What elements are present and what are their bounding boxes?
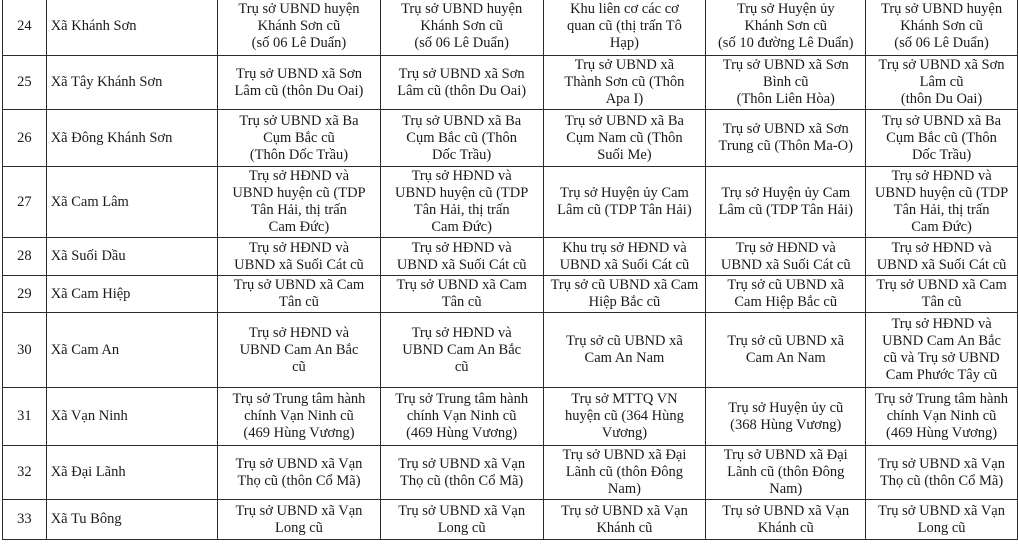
cell-text-line: UBND Cam An Bắc [402, 341, 522, 358]
cell-text-line: Nam) [769, 481, 803, 497]
cell-text-line: Trụ sở UBND huyện [880, 1, 1003, 17]
office-location-cell [218, 56, 381, 110]
cell-text-line: Trụ sở HĐND và [248, 239, 350, 256]
cell-text-line: Trụ sở Trung tâm hành [875, 391, 1008, 407]
cell-text-line: Suối Me) [597, 146, 652, 163]
cell-text-line: quan cũ (thị trấn Tô [566, 18, 682, 34]
cell-text-line: (Thôn Dốc Trầu) [249, 146, 349, 163]
cell-text-line: Thọ cũ (thôn Cổ Mã) [879, 472, 1004, 489]
cell-text-line: Cụm Bắc cũ (Thôn [406, 129, 518, 146]
office-location-cell [866, 276, 1018, 313]
cell-text-line: Cam An Nam [584, 350, 665, 366]
cell-text-line: Trụ sở UBND xã Vạn [560, 502, 688, 519]
cell-text-line: Trụ sở UBND xã Sơn [722, 57, 849, 73]
cell-text-line: Trụ sở UBND xã Sơn [722, 121, 849, 137]
office-location-cell [543, 388, 706, 446]
cell-text-line: Trụ sở Trung tâm hành [395, 391, 529, 407]
cell-text-line: chính Vạn Ninh cũ [244, 408, 354, 424]
cell-text-line: UBND huyện cũ (TDP [395, 185, 529, 201]
cell-text-line: Khu liên cơ các cơ [570, 1, 679, 17]
commune-name: Xã Tây Khánh Sơn [46, 56, 217, 110]
cell-text-line: Trụ sở MTTQ VN [571, 391, 678, 407]
cell-text-line: Bình cũ [762, 74, 809, 90]
office-location-cell [866, 56, 1018, 110]
cell-text-line: Cam Hiệp Bắc cũ [734, 294, 838, 310]
table-row [3, 276, 1018, 313]
cell-text-line: Long cũ [437, 519, 486, 536]
cell-text-line: Long cũ [917, 519, 966, 536]
cell-text-line: Long cũ [275, 519, 323, 536]
row-number: 28 [3, 238, 47, 276]
cell-text-line: Trụ sở UBND xã Ba [881, 112, 1002, 129]
cell-text-line: Cam Đức) [431, 219, 492, 235]
office-location-cell [866, 500, 1018, 540]
office-location-cell [543, 276, 706, 313]
cell-text-line: (số 06 Lê Duẩn) [414, 35, 509, 51]
commune-name: Xã Cam An [46, 313, 217, 388]
office-location-cell [543, 500, 706, 540]
cell-text-line: Trụ sở HĐND và [891, 316, 992, 332]
cell-text-line: Trụ sở HĐND và [891, 239, 992, 256]
office-location-cell [218, 388, 381, 446]
cell-text-line: huyện cũ (364 Hùng [565, 408, 684, 424]
cell-text-line: Trụ sở UBND xã Vạn [235, 502, 363, 519]
cell-text-line: Apa I) [605, 91, 644, 107]
cell-text-line: Trụ sở UBND xã Đại [562, 447, 687, 463]
cell-text-line: Cam An Nam [745, 350, 826, 366]
cell-text-line: Trụ sở UBND xã Vạn [878, 455, 1005, 472]
office-location-cell [866, 446, 1018, 500]
cell-text-line: Trụ sở Huyện ủy [736, 1, 835, 17]
cell-text-line: Trụ sở HĐND và [248, 168, 350, 184]
cell-text-line: (Thôn Liên Hòa) [736, 91, 835, 107]
office-location-cell [706, 388, 866, 446]
cell-text-line: Hạp) [609, 35, 639, 51]
cell-text-line: Khánh Sơn cũ [900, 18, 983, 34]
cell-text-line: chính Vạn Ninh cũ [406, 408, 517, 424]
cell-text-line: UBND Cam An Bắc [239, 341, 359, 358]
office-location-cell [543, 238, 706, 276]
office-location-cell [866, 313, 1018, 388]
cell-text-line: Trụ sở HĐND và [891, 168, 992, 184]
office-location-cell [218, 500, 381, 540]
office-location-cell [706, 0, 866, 56]
office-location-cell [866, 388, 1018, 446]
cell-text-line: (thôn Du Oai) [900, 91, 983, 107]
cell-text-line: Cụm Bắc cũ [263, 129, 335, 146]
office-location-cell [866, 167, 1018, 238]
cell-text-line: Tân cũ [441, 294, 482, 310]
commune-name: Xã Suối Dầu [46, 238, 217, 276]
row-number: 32 [3, 446, 47, 500]
row-number: 26 [3, 110, 47, 167]
office-location-cell [543, 56, 706, 110]
office-location-cell [706, 313, 866, 388]
office-location-cell [706, 500, 866, 540]
cell-text-line: Tân Hải, thị trấn [413, 202, 510, 218]
office-location-cell [543, 110, 706, 167]
cell-text-line: Vương) [601, 425, 648, 441]
cell-text-line: Khánh cũ [596, 519, 653, 536]
table-row [3, 167, 1018, 238]
office-location-cell [543, 0, 706, 56]
cell-text-line: Nam) [607, 481, 641, 497]
cell-text-line: Khánh Sơn cũ [420, 18, 503, 34]
office-location-cell [380, 238, 543, 276]
office-location-table [2, 0, 1018, 540]
office-location-cell [543, 313, 706, 388]
table-row [3, 446, 1018, 500]
cell-text-line: Thành Sơn cũ (Thôn [564, 74, 685, 90]
office-location-cell [218, 313, 381, 388]
office-location-cell [380, 0, 543, 56]
cell-text-line: cũ và Trụ sở UBND [883, 350, 1000, 366]
office-location-cell [380, 56, 543, 110]
cell-text-line: Cam Đức) [268, 219, 330, 235]
cell-text-line: Trụ sở UBND xã Sơn [878, 57, 1005, 73]
table-row [3, 500, 1018, 540]
cell-text-line: Tân cũ [921, 294, 962, 310]
cell-text-line: Khu trụ sở HĐND và [562, 239, 687, 256]
cell-text-line: Lâm cũ (TDP Tân Hải) [557, 202, 692, 218]
cell-text-line: Lãnh cũ (thôn Đông [565, 464, 684, 480]
cell-text-line: (469 Hùng Vương) [406, 425, 518, 441]
cell-text-line: Khánh Sơn cũ [744, 18, 828, 34]
cell-text-line: Trụ sở HĐND và [411, 168, 512, 184]
cell-text-line: Trụ sở cũ UBND xã [566, 333, 683, 349]
cell-text-line: Dốc Trầu) [911, 146, 972, 163]
commune-name: Xã Đông Khánh Sơn [46, 110, 217, 167]
cell-text-line: Trung cũ (Thôn Ma-O) [718, 138, 853, 154]
cell-text-line: Trụ sở UBND xã Ba [402, 112, 522, 129]
cell-text-line: Dốc Trầu) [432, 146, 492, 163]
cell-text-line: cũ [292, 358, 306, 375]
cell-text-line: Trụ sở HĐND và [735, 239, 836, 256]
office-location-cell [543, 167, 706, 238]
office-location-cell [706, 56, 866, 110]
cell-text-line: Trụ sở UBND xã Sơn [398, 65, 525, 82]
commune-name: Xã Khánh Sơn [46, 0, 217, 56]
cell-text-line: Trụ sở Trung tâm hành [232, 391, 366, 407]
office-location-cell [218, 276, 381, 313]
cell-text-line: Trụ sở UBND xã Đại [723, 447, 848, 463]
office-location-cell [866, 238, 1018, 276]
commune-name: Xã Đại Lãnh [46, 446, 217, 500]
commune-name: Xã Cam Hiệp [46, 276, 217, 313]
office-location-cell [543, 446, 706, 500]
table-row [3, 388, 1018, 446]
cell-text-line: Trụ sở UBND xã Vạn [878, 502, 1005, 519]
row-number: 30 [3, 313, 47, 388]
cell-text-line: Trụ sở HĐND và [248, 324, 350, 341]
cell-text-line: Trụ sở UBND xã Ba [239, 112, 359, 129]
cell-text-line: Trụ sở UBND xã Vạn [398, 502, 526, 519]
cell-text-line: Trụ sở UBND xã Cam [876, 277, 1007, 293]
office-location-cell [706, 446, 866, 500]
cell-text-line: UBND huyện cũ (TDP [232, 185, 366, 201]
office-location-cell [706, 110, 866, 167]
cell-text-line: (469 Hùng Vương) [243, 425, 355, 441]
row-number: 33 [3, 500, 47, 540]
cell-text-line: chính Vạn Ninh cũ [886, 408, 997, 424]
cell-text-line: (số 10 đường Lê Duẩn) [717, 35, 854, 51]
cell-text-line: Thọ cũ (thôn Cổ Mã) [400, 472, 524, 489]
office-location-cell [218, 0, 381, 56]
cell-text-line: (368 Hùng Vương) [730, 416, 842, 433]
cell-text-line: Lâm cũ (thôn Du Oai) [234, 82, 364, 99]
cell-text-line: Khánh Sơn cũ [257, 18, 341, 34]
commune-name: Xã Tu Bông [46, 500, 217, 540]
office-location-cell [380, 388, 543, 446]
office-location-cell [706, 167, 866, 238]
cell-text-line: cũ [454, 358, 469, 375]
cell-text-line: Trụ sở UBND huyện [238, 1, 360, 17]
cell-text-line: Hiệp Bắc cũ [588, 294, 661, 310]
cell-text-line: (số 06 Lê Duẩn) [251, 35, 347, 51]
office-location-cell [380, 446, 543, 500]
cell-text-line: Cam Phước Tây cũ [885, 367, 998, 383]
row-number: 27 [3, 167, 47, 238]
office-location-cell [706, 276, 866, 313]
cell-text-line: Lâm cũ (TDP Tân Hải) [718, 202, 853, 218]
office-location-cell [866, 0, 1018, 56]
cell-text-line: Trụ sở Huyện ủy Cam [721, 185, 851, 201]
table-row [3, 110, 1018, 167]
cell-text-line: Trụ sở UBND xã Vạn [722, 502, 850, 519]
cell-text-line: Lâm cũ [919, 74, 964, 90]
cell-text-line: Lãnh cũ (thôn Đông [727, 464, 845, 480]
cell-text-line: Trụ sở UBND xã Cam [396, 277, 527, 293]
office-location-cell [380, 276, 543, 313]
table-row [3, 0, 1018, 56]
cell-text-line: (469 Hùng Vương) [885, 425, 998, 441]
cell-text-line: Cụm Nam cũ (Thôn [566, 129, 683, 146]
office-location-cell [218, 110, 381, 167]
office-location-cell [218, 167, 381, 238]
cell-text-line: Trụ sở UBND xã Cam [233, 277, 365, 293]
cell-text-line: UBND huyện cũ (TDP [874, 185, 1009, 201]
table-body [3, 0, 1018, 540]
row-number: 25 [3, 56, 47, 110]
office-location-cell [380, 500, 543, 540]
cell-text-line: Trụ sở Huyện ủy cũ [728, 399, 844, 416]
table-row [3, 56, 1018, 110]
cell-text-line: Trụ sở UBND xã Vạn [398, 455, 526, 472]
cell-text-line: UBND xã Suối Cát cũ [876, 256, 1007, 273]
cell-text-line: Cụm Bắc cũ (Thôn [886, 129, 997, 146]
cell-text-line: Khánh cũ [757, 519, 814, 536]
office-location-cell [380, 313, 543, 388]
table-row [3, 238, 1018, 276]
office-location-cell [218, 446, 381, 500]
row-number: 29 [3, 276, 47, 313]
cell-text-line: Tân Hải, thị trấn [251, 202, 347, 218]
commune-name: Xã Vạn Ninh [46, 388, 217, 446]
office-location-cell [866, 110, 1018, 167]
cell-text-line: Trụ sở HĐND và [411, 239, 512, 256]
row-number: 24 [3, 0, 47, 56]
cell-text-line: (số 06 Lê Duẩn) [894, 35, 989, 51]
cell-text-line: Trụ sở cũ UBND xã [727, 277, 845, 293]
cell-text-line: Tân cũ [279, 294, 319, 310]
office-location-cell [380, 110, 543, 167]
cell-text-line: Trụ sở UBND xã Sơn [235, 65, 362, 82]
cell-text-line: Trụ sở UBND xã Ba [564, 112, 684, 129]
row-number: 31 [3, 388, 47, 446]
cell-text-line: UBND xã Suối Cát cũ [234, 256, 364, 273]
cell-text-line: UBND xã Suối Cát cũ [720, 256, 851, 273]
commune-name: Xã Cam Lâm [46, 167, 217, 238]
cell-text-line: Trụ sở UBND xã [574, 57, 675, 73]
cell-text-line: Trụ sở cũ UBND xã Cam [550, 277, 699, 293]
cell-text-line: Trụ sở UBND huyện [401, 1, 523, 17]
office-location-cell [706, 238, 866, 276]
cell-text-line: Tân Hải, thị trấn [893, 202, 990, 218]
cell-text-line: Trụ sở Huyện ủy Cam [560, 185, 689, 201]
cell-text-line: UBND Cam An Bắc [882, 333, 1001, 349]
cell-text-line: Lâm cũ (thôn Du Oai) [397, 82, 527, 99]
cell-text-line: Trụ sở cũ UBND xã [727, 333, 845, 349]
cell-text-line: UBND xã Suối Cát cũ [396, 256, 527, 273]
cell-text-line: Trụ sở UBND xã Vạn [235, 455, 363, 472]
cell-text-line: Thọ cũ (thôn Cổ Mã) [237, 472, 361, 489]
cell-text-line: Cam Đức) [911, 219, 972, 235]
cell-text-line: Trụ sở HĐND và [411, 324, 512, 341]
table-row [3, 313, 1018, 388]
office-location-cell [380, 167, 543, 238]
office-location-cell [218, 238, 381, 276]
cell-text-line: UBND xã Suối Cát cũ [559, 256, 690, 273]
